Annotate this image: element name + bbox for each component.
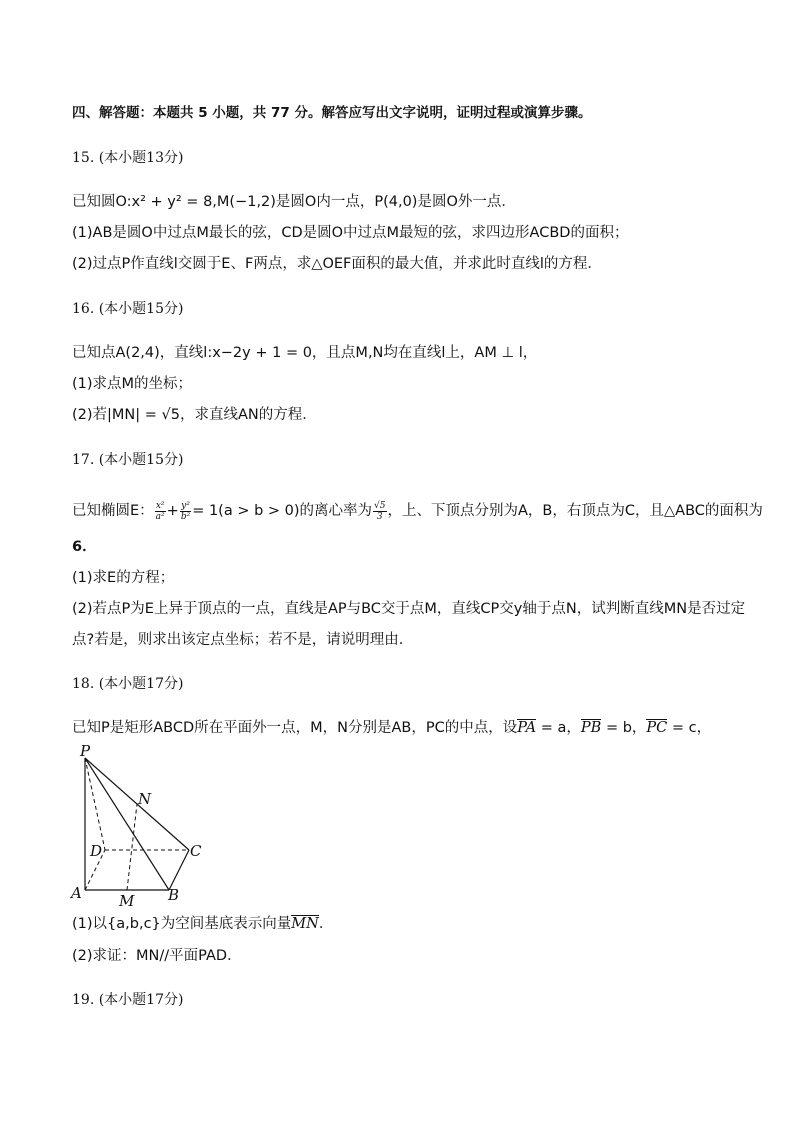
segment-mn <box>127 804 137 890</box>
problem-17-stem-line-1: 已知椭圆E： $\frac{\text{x²}}{\text{a²}}$ + $\frac{\text{y²}}{\text{b²}}$ = 1(a > b > 0)的离心率为 $\frac{√5}{3}$ ，上、下顶点分别为A，B，右顶点为C，且△ABC的面积为 <box>72 500 763 522</box>
fraction-sqrt5-3: $\frac{√5}{3}$ <box>374 500 386 522</box>
problem-16-part-1: (1)求点M的坐标； <box>72 376 193 392</box>
vector-pb: PB <box>580 720 602 736</box>
problem-15-part-2: (2)过点P作直线l交圆于E、F两点，求△OEF面积的最大值，并求此时直线l的方程． <box>72 256 602 272</box>
label-b: B <box>168 886 180 904</box>
problem-15-stem: 已知圆O:x² + y² = 8,M(−1,2)是圆O内一点，P(4,0)是圆O外一点． <box>72 194 516 210</box>
problem-16-header: 16. (本小题15分) <box>72 301 184 317</box>
label-d: D <box>90 842 103 860</box>
edge-pb <box>85 758 169 890</box>
problem-18-part-1: (1)以{a,b,c}为空间基底表示向量MN． <box>72 916 334 932</box>
problem-16-part-2: (2)若|MN| = √5，求直线AN的方程． <box>72 407 317 423</box>
problem-19-header: 19. (本小题17分) <box>72 992 184 1008</box>
fraction-y2-b2: $\frac{\text{y²}}{\text{b²}}$ <box>180 500 191 522</box>
problem-15-header: 15. (本小题13分) <box>72 150 184 166</box>
problem-16-stem: 已知点A(2,4)，直线l:x−2y + 1 = 0，且点M,N均在直线l上，AM ⊥ l， <box>72 345 538 361</box>
vector-pa: PA <box>517 720 537 736</box>
section-title: 四、解答题：本题共 5 小题，共 77 分。解答应写出文字说明，证明过程或演算步骤。 <box>72 105 592 121</box>
problem-18-part-2: (2)求证：MN//平面PAD． <box>72 948 242 964</box>
label-m: M <box>119 892 135 910</box>
problem-17-header: 17. (本小题15分) <box>72 452 184 468</box>
pyramid-figure <box>68 742 228 916</box>
problem-17-part-1: (1)求E的方程； <box>72 570 175 586</box>
label-n: N <box>138 790 152 808</box>
label-p: P <box>80 742 91 760</box>
edge-bc <box>169 850 189 890</box>
problem-18-stem: 已知P是矩形ABCD所在平面外一点，M，N分别是AB，PC的中点，设PA = a，PB = b，PC = c， <box>72 720 712 736</box>
vector-mn: MN <box>291 916 319 932</box>
label-a: A <box>71 884 82 902</box>
problem-15-part-1: (1)AB是圆O中过点M最长的弦，CD是圆O中过点M最短的弦，求四边形ACBD的面积； <box>72 225 629 241</box>
problem-17-part-2-line-2: 点?若是，则求出该定点坐标；若不是，请说明理由． <box>72 632 414 648</box>
label-c: C <box>190 842 202 860</box>
vector-pc: PC <box>646 720 668 736</box>
problem-17-stem-line-2: 6． <box>72 539 97 555</box>
problem-17-part-2-line-1: (2)若点P为E上异于顶点的一点，直线是AP与BC交于点M，直线CP交y轴于点N，试判断直线MN是否过定 <box>72 601 746 617</box>
fraction-x2-a2: $\frac{\text{x²}}{\text{a²}}$ <box>155 500 165 522</box>
problem-18-header: 18. (本小题17分) <box>72 676 184 692</box>
edge-pd <box>85 758 105 850</box>
